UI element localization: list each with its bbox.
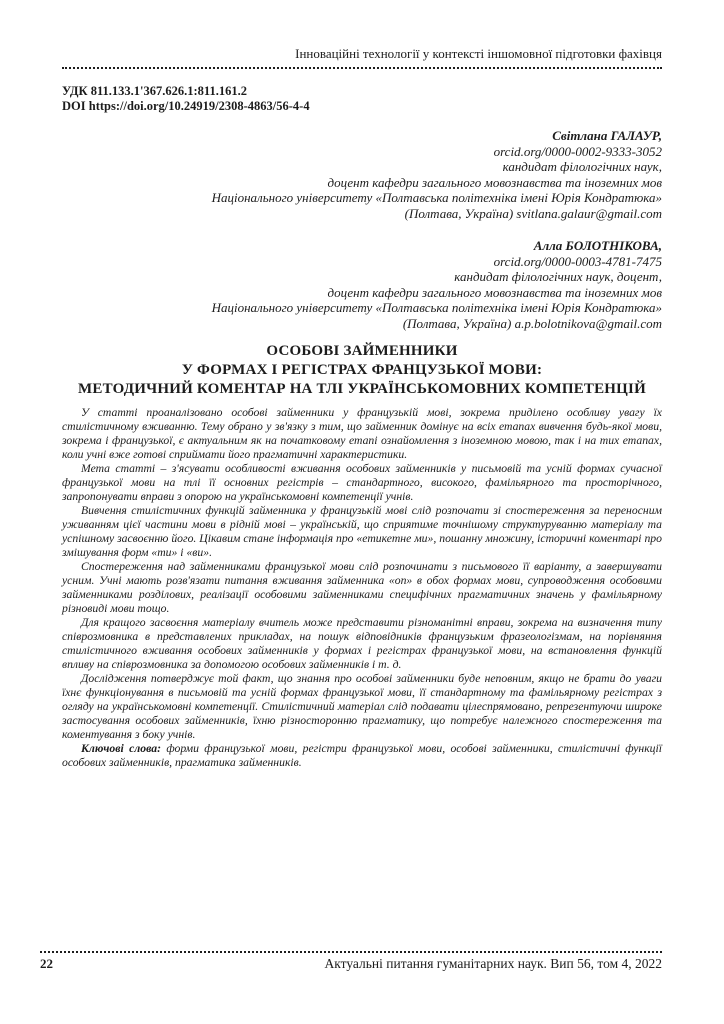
running-head [62,46,662,69]
article-title-line: МЕТОДИЧНИЙ КОМЕНТАР НА ТЛІ УКРАЇНСЬКОМОВНИХ КОМПЕТЕНЦІЙ [78,381,646,397]
author-degree: кандидат філологічних наук, [502,159,662,175]
footer-dotted-rule [40,951,662,953]
author-affiliation: Національного університету «Полтавська політехніка імені Юрія Кондратюка» [211,300,662,316]
keywords-paragraph [62,742,662,770]
author-name: Світлана ГАЛАУР, [552,128,662,143]
author-block-1 [62,128,662,222]
footer-row [40,956,662,972]
abstract-paragraph: Дослідження потверджує той факт, що знання про особові займенники буде неповним, якщо не брати до уваги їхнє функціонування в письмовій та усній формах французької мови, її стандартному та фамільярному регістрах з огляду на українськомовні компетенції. Стилістичний матеріал слід подавати цілеспрямовано, репрезентуючи широке застосування особових займенників, їхню різносторонню прагматику, що потребує належного спостереження та коментування з боку учнів. [62,672,662,741]
abstract-paragraph: Вивчення стилістичних функцій займенника у французькій мові слід розпочати зі спостереження за переносним уживанням цієї частини мови в рідній мові – українській, що сприятиме точнішому структуруванню матеріалу та успішному засвоєнню його. Цікавим стане інформація про «етикетне ми», пошанну множину, історичні коментарі про змішування форм «ти» і «ви». [62,504,662,559]
author-orcid: orcid.org/0000-0002-9333-3052 [493,143,662,159]
keywords-text: форми французької мови, регістри французької мови, особові займенники, стилістичні функції особових займенників, прагматика займенників. [62,742,663,769]
header-dotted-rule [62,67,662,69]
page-footer [40,951,662,972]
article-title-line: ОСОБОВІ ЗАЙМЕННИКИ [266,343,458,359]
author-block-2 [62,238,662,332]
doi-line: DOI https://doi.org/10.24919/2308-4863/56-4-4 [62,99,310,113]
article-title-line: У ФОРМАХ І РЕГІСТРАХ ФРАНЦУЗЬКОЇ МОВИ: [181,362,543,378]
udc-doi-block [62,84,310,114]
article-title [42,342,682,399]
abstract-paragraph: Мета статті – з'ясувати особливості вживання особових займенників у письмовій та усній формах сучасної французької мови на тлі її основних регістрів – стандартного, високого, фамільярного та просторічного, запропонувати вправи з опорою на українськомовні компетенції учнів. [62,462,662,503]
author-name: Алла БОЛОТНІКОВА, [533,238,662,253]
running-head-text: Інноваційні технології у контексті іншомовної підготовки фахівця [295,46,662,61]
author-orcid: orcid.org/0000-0003-4781-7475 [493,253,662,269]
author-position: доцент кафедри загального мовознавства та іноземних мов [327,284,662,300]
author-position: доцент кафедри загального мовознавства та іноземних мов [327,174,662,190]
udc-line: УДК 811.133.1'367.626.1:811.161.2 [62,84,247,98]
author-degree: кандидат філологічних наук, доцент, [454,269,662,285]
abstract-paragraph: Для кращого засвоєння матеріалу вчитель може представити різноманітні вправи, зокрема на визначення типу співрозмовника в представлених прикладах, на пошук відповідників французьким фразеологізмам, на порівняння стилістичного вживання особових займенників у формах і регістрах французької мови, на встановлення функцій впливу на співрозмовника за допомогою особових займенників і т. д. [62,616,662,671]
author-location-email: (Полтава, Україна) a.p.bolotnikova@gmail.com [402,315,662,331]
page-number: 22 [40,956,53,971]
journal-name: Актуальні питання гуманітарних наук. Вип 56, том 4, 2022 [324,956,662,971]
author-location-email: (Полтава, Україна) svitlana.galaur@gmail.com [404,205,662,221]
abstract-paragraph: Спостереження над займенниками французької мови слід розпочинати з письмового її варіанту, а завершувати усним. Учні мають розв'язати питання вживання займенника «on» в обох формах мови, супроводження особовими займенниками розділових, реалізації особовими займенниками специфічних прагматичних значень у фамільярному різновиді мови тощо. [62,560,662,615]
author-affiliation: Національного університету «Полтавська політехніка імені Юрія Кондратюка» [211,190,662,206]
abstract [62,406,662,770]
abstract-paragraph: У статті проаналізовано особові займенники у французькій мові, зокрема приділено особливу увагу їх стилістичному вживанню. Тему обрано у зв'язку з тим, що займенник домінує на всіх етапах вивчення будь-якої мови, зокрема і французької, є актуальним як на початковому етапі ознайомлення з іноземною мовою, так і на тих етапах, коли учні вже готові сприймати його прагматичні характеристики. [62,406,662,461]
keywords-label: Ключові слова: [81,742,162,755]
